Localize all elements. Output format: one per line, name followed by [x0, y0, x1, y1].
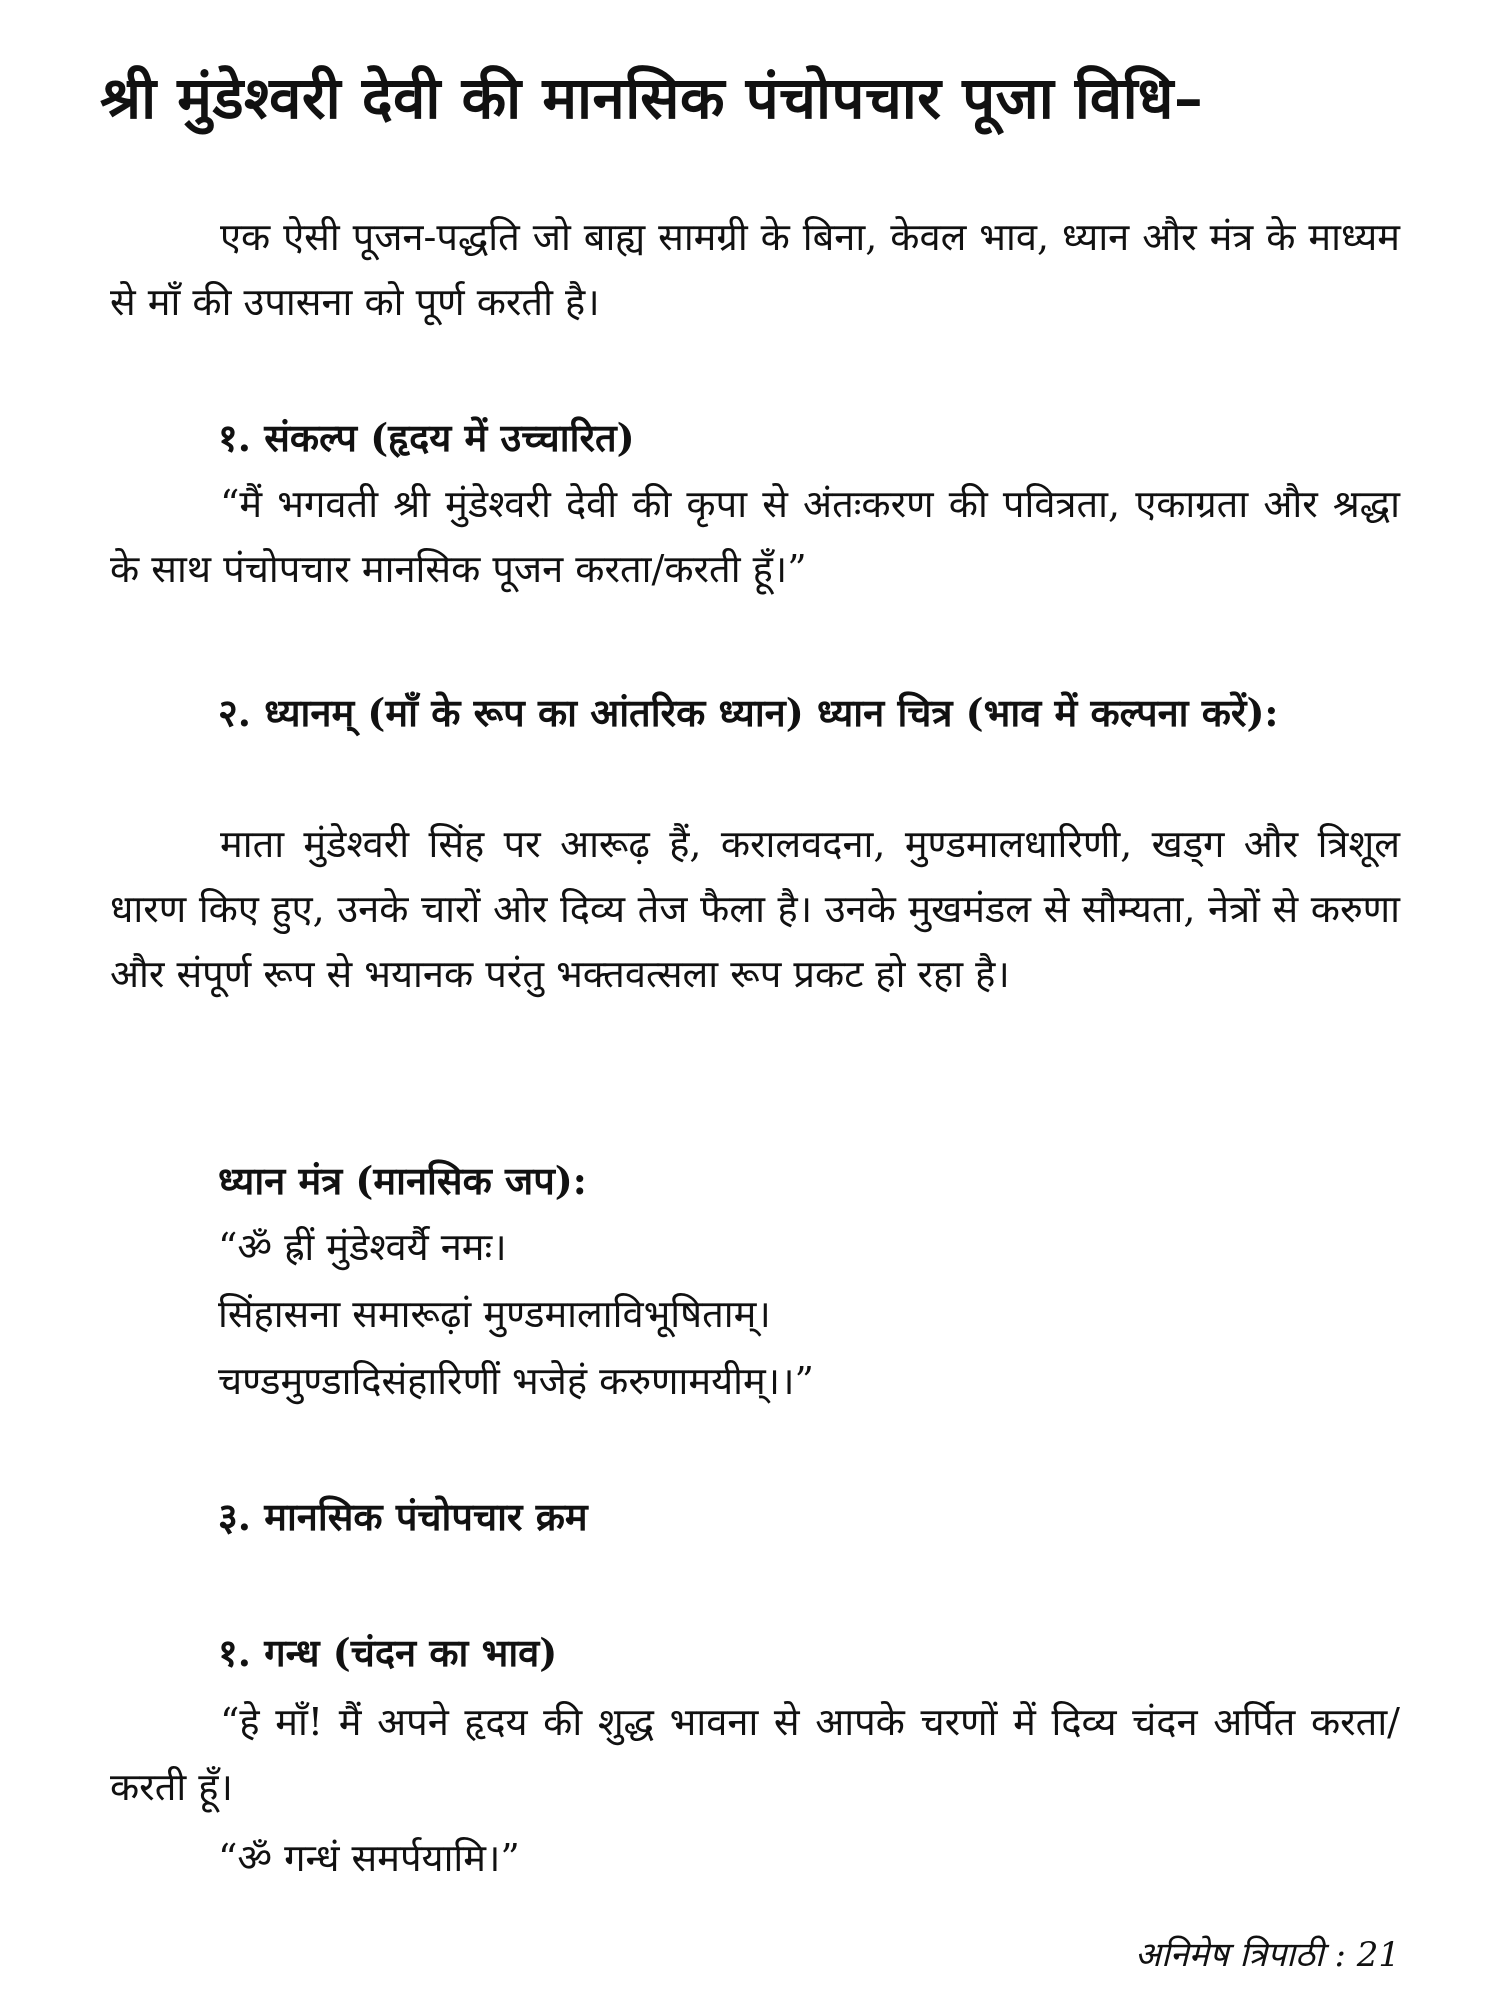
dhyan-mantra-heading: ध्यान मंत्र (मानसिक जप): — [218, 1158, 587, 1203]
page-title: श्री मुंडेश्वरी देवी की मानसिक पंचोपचार पूजा विधि– — [100, 64, 1204, 132]
sankalp-heading: १. संकल्प (हृदय में उच्चारित) — [218, 415, 635, 460]
sankalp-text: “मैं भगवती श्री मुंडेश्वरी देवी की कृपा से अंतःकरण की पवित्रता, एकाग्रता और श्रद्धा के साथ पंचोपचार मानसिक पूजन करता/करती हूँ।” — [110, 482, 1400, 591]
panchopchar-heading: ३. मानसिक पंचोपचार क्रम — [218, 1494, 588, 1539]
gandh-mantra: “ॐ गन्धं समर्पयामि।” — [218, 1836, 520, 1880]
gandh-text: “हे माँ! मैं अपने हृदय की शुद्ध भावना से आपके चरणों में दिव्य चंदन अर्पित करता/करती हूँ। — [110, 1700, 1400, 1809]
dhyanam-text: माता मुंडेश्वरी सिंह पर आरूढ़ हैं, करालवदना, मुण्डमालधारिणी, खड्ग और त्रिशूल धारण किए हुए, उनके चारों ओर दिव्य तेज फैला है। उनके मुखमंडल से सौम्यता, नेत्रों से करुणा और संपूर्ण रूप से भयानक परंतु भक्तवत्सला रूप प्रकट हो रहा है। — [110, 822, 1400, 996]
dhyanam-heading: २. ध्यानम् (माँ के रूप का आंतरिक ध्यान) ध्यान चित्र (भाव में कल्पना करें): — [218, 690, 1279, 735]
mantra-line: “ॐ ह्रीं मुंडेश्वर्यै नमः। — [218, 1225, 507, 1269]
page-footer: अनिमेष त्रिपाठी : 21 — [1134, 1935, 1400, 1975]
intro-paragraph: एक ऐसी पूजन-पद्धति जो बाह्य सामग्री के बिना, केवल भाव, ध्यान और मंत्र के माध्यम से माँ की उपासना को पूर्ण करती है। — [110, 215, 1400, 324]
gandh-heading: १. गन्ध (चंदन का भाव) — [218, 1630, 558, 1675]
mantra-line: सिंहासना समारूढ़ां मुण्डमालाविभूषिताम्। — [218, 1292, 771, 1336]
mantra-line: चण्डमुण्डादिसंहारिणीं भजेहं करुणामयीम्।।” — [218, 1359, 814, 1403]
